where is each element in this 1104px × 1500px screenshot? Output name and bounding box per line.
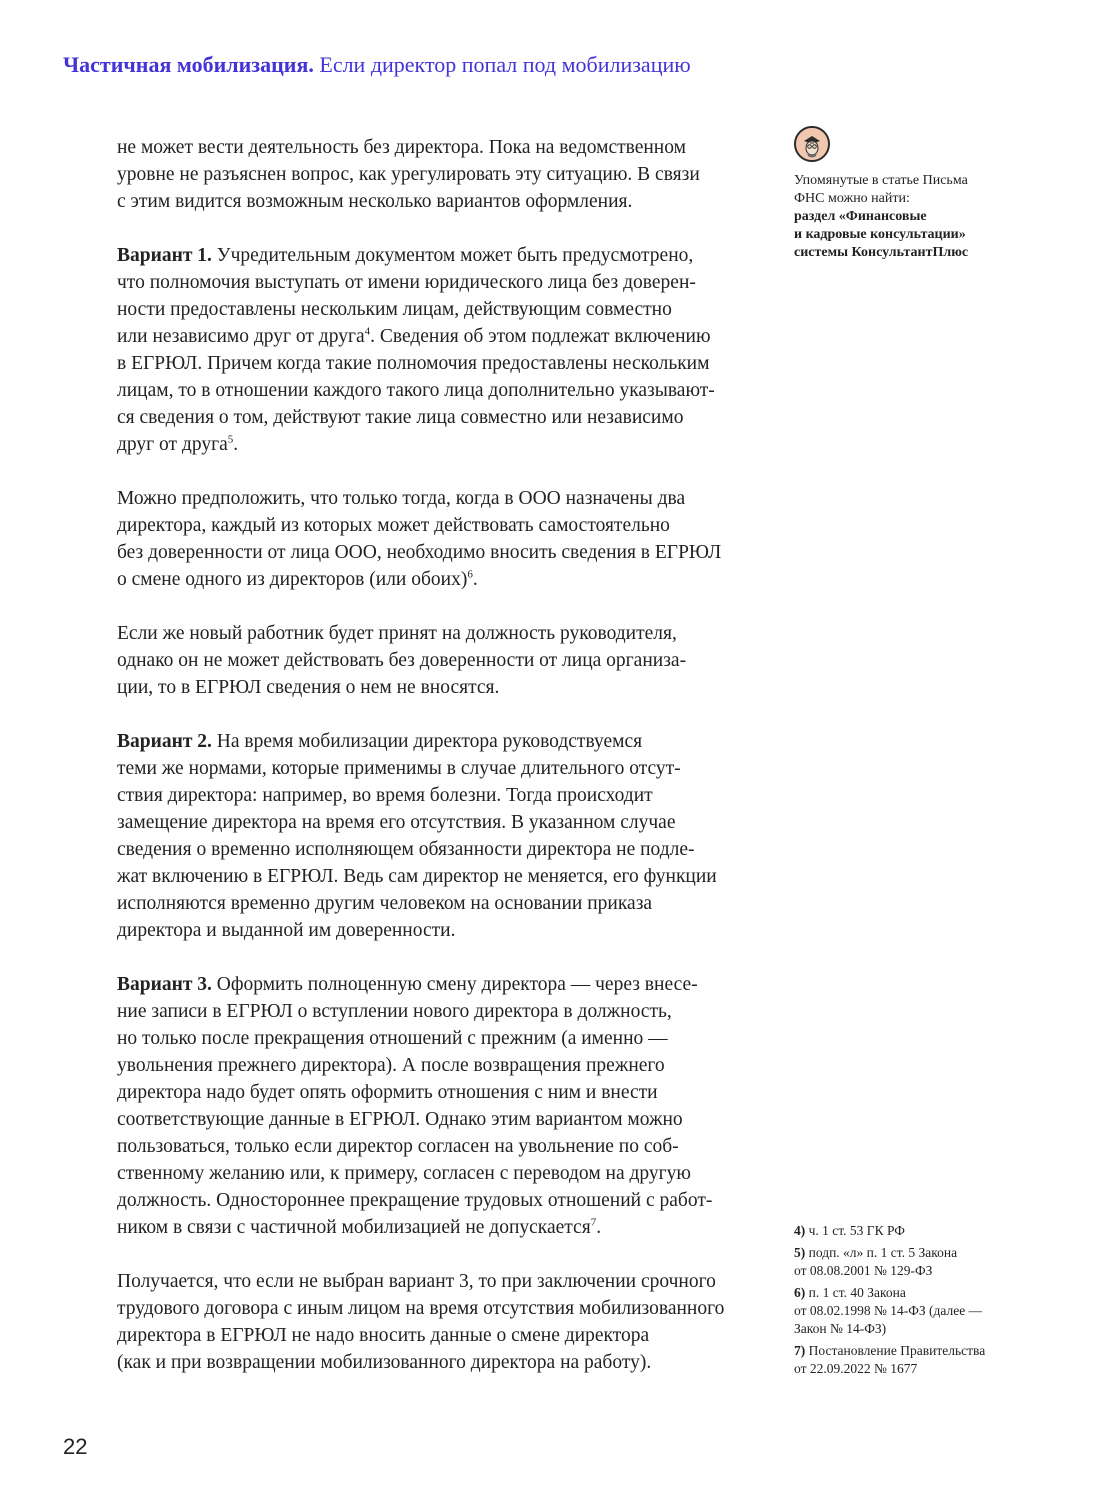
footnote-text: п. 1 ст. 40 Закона bbox=[808, 1285, 906, 1300]
footnote-number: 4) bbox=[794, 1223, 806, 1238]
footnote-text: от 08.08.2001 № 129-ФЗ bbox=[794, 1263, 933, 1278]
variant-2-label: Вариант 2. bbox=[117, 731, 212, 752]
paragraph-7 bbox=[117, 1268, 742, 1376]
footnote-text: от 22.09.2022 № 1677 bbox=[794, 1361, 918, 1376]
sidebar-reference: системы КонсультантПлюс bbox=[794, 245, 969, 260]
footnote-ref-6[interactable]: 6 bbox=[467, 568, 473, 581]
variant-1-label: Вариант 1. bbox=[117, 245, 212, 266]
text-line: жат включению в ЕГРЮЛ. Ведь сам директор не меняется, его функции bbox=[117, 866, 717, 887]
text-line: в ЕГРЮЛ. Причем когда такие полномочия предоставлены нескольким bbox=[117, 353, 710, 374]
page-header bbox=[63, 52, 691, 78]
text-line: ние записи в ЕГРЮЛ о вступлении нового директора в должность, bbox=[117, 1001, 672, 1022]
paragraph-variant-3 bbox=[117, 971, 742, 1241]
text-line: Оформить полноценную смену директора — через внесе- bbox=[216, 974, 698, 995]
text-line: лицам, то в отношении каждого такого лица дополнительно указывают- bbox=[117, 380, 715, 401]
text-line: (как и при возвращении мобилизованного директора на работу). bbox=[117, 1352, 652, 1373]
text-line: ственному желанию или, к примеру, согласен с переводом на другую bbox=[117, 1163, 691, 1184]
text-line: без доверенности от лица ООО, необходимо вносить сведения в ЕГРЮЛ bbox=[117, 542, 722, 563]
footnote-ref-7[interactable]: 7 bbox=[590, 1216, 597, 1229]
text-line: замещение директора на время его отсутствия. В указанном случае bbox=[117, 812, 676, 833]
paragraph-variant-1 bbox=[117, 242, 742, 458]
footnote-6 bbox=[794, 1284, 1034, 1338]
footnote-text: Закон № 14-ФЗ) bbox=[794, 1321, 887, 1336]
text-line: исполняются временно другим человеком на основании приказа bbox=[117, 893, 653, 914]
text-line: теми же нормами, которые применимы в случае длительного отсут- bbox=[117, 758, 681, 779]
page-number: 22 bbox=[63, 1434, 88, 1459]
footnote-number: 5) bbox=[794, 1245, 806, 1260]
text-line: трудового договора с иным лицом на время отсутствия мобилизованного bbox=[117, 1298, 725, 1319]
text-line: Учредительным документом может быть предусмотрено, bbox=[216, 245, 694, 266]
footnote-text: ч. 1 ст. 53 ГК РФ bbox=[808, 1223, 905, 1238]
sidebar-reference: и кадровые консультации» bbox=[794, 227, 966, 242]
text-line: директора в ЕГРЮЛ не надо вносить данные о смене директора bbox=[117, 1325, 650, 1346]
sidebar-note-text: Упомянутые в статье Письма bbox=[794, 173, 968, 188]
text-line: . bbox=[233, 434, 239, 455]
footnote-5 bbox=[794, 1244, 1034, 1280]
text-line: должность. Одностороннее прекращение трудовых отношений с работ- bbox=[117, 1190, 713, 1211]
text-line: увольнения прежнего директора). А после возвращения прежнего bbox=[117, 1055, 665, 1076]
text-line: сведения о временно исполняющем обязанности директора не подле- bbox=[117, 839, 695, 860]
text-line: но только после прекращения отношений с прежним (а именно — bbox=[117, 1028, 668, 1049]
text-line: директора и выданной им доверенности. bbox=[117, 920, 456, 941]
footnote-number: 7) bbox=[794, 1343, 806, 1358]
header-title: Если директор попал под мобилизацию bbox=[319, 52, 691, 77]
text-line: ся сведения о том, действуют такие лица совместно или независимо bbox=[117, 407, 684, 428]
footnote-7 bbox=[794, 1342, 1034, 1378]
text-line: или независимо друг от друга bbox=[117, 326, 365, 347]
text-line: друг от друга bbox=[117, 434, 228, 455]
sidebar-reference: раздел «Финансовые bbox=[794, 209, 927, 224]
variant-3-label: Вариант 3. bbox=[117, 974, 212, 995]
text-line: что полномочия выступать от имени юридического лица без доверен- bbox=[117, 272, 696, 293]
text-line: пользоваться, только если директор согласен на увольнение по соб- bbox=[117, 1136, 679, 1157]
text-line: директора надо будет опять оформить отношения с ним и внести bbox=[117, 1082, 658, 1103]
text-line: Можно предположить, что только тогда, когда в ООО назначены два bbox=[117, 488, 686, 509]
text-line: На время мобилизации директора руководствуемся bbox=[216, 731, 643, 752]
text-line: уровне не разъяснен вопрос, как урегулировать эту ситуацию. В связи bbox=[117, 164, 700, 185]
paragraph-4 bbox=[117, 620, 742, 701]
text-line: соответствующие данные в ЕГРЮЛ. Однако этим вариантом можно bbox=[117, 1109, 683, 1130]
footnotes bbox=[794, 1222, 1034, 1382]
footnote-text: подп. «л» п. 1 ст. 5 Закона bbox=[808, 1245, 958, 1260]
text-line: ции, то в ЕГРЮЛ сведения о нем не вносятся. bbox=[117, 677, 500, 698]
text-line: о смене одного из директоров (или обоих) bbox=[117, 569, 468, 590]
paragraph-variant-2 bbox=[117, 728, 742, 944]
footnote-ref-5[interactable]: 5 bbox=[227, 433, 234, 446]
text-line: Если же новый работник будет принят на должность руководителя, bbox=[117, 623, 677, 644]
text-line: ником в связи с частичной мобилизацией не допускается bbox=[117, 1217, 591, 1238]
text-line: однако он не может действовать без доверенности от лица организа- bbox=[117, 650, 687, 671]
footnote-text: Постановление Правительства bbox=[808, 1343, 986, 1358]
header-section: Частичная мобилизация. bbox=[63, 52, 314, 77]
article-body bbox=[117, 134, 742, 1403]
sidebar-note bbox=[794, 126, 1034, 262]
paragraph-1 bbox=[117, 134, 742, 215]
text-line: ствия директора: например, во время болезни. Тогда происходит bbox=[117, 785, 653, 806]
text-line: . bbox=[596, 1217, 602, 1238]
footnote-number: 6) bbox=[794, 1285, 806, 1300]
paragraph-3 bbox=[117, 485, 742, 593]
text-line: . Сведения об этом подлежат включению bbox=[370, 326, 711, 347]
sidebar-note-text: ФНС можно найти: bbox=[794, 191, 910, 206]
text-line: не может вести деятельность без директора. Пока на ведомственном bbox=[117, 137, 686, 158]
text-line: с этим видится возможным несколько вариантов оформления. bbox=[117, 191, 633, 212]
footnote-4 bbox=[794, 1222, 1034, 1240]
footnote-text: от 08.02.1998 № 14-ФЗ (далее — bbox=[794, 1303, 983, 1318]
expert-avatar-icon bbox=[794, 126, 830, 162]
text-line: ности предоставлены нескольким лицам, действующим совместно bbox=[117, 299, 672, 320]
text-line: директора, каждый из которых может действовать самостоятельно bbox=[117, 515, 670, 536]
text-line: . bbox=[472, 569, 478, 590]
footnote-ref-4[interactable]: 4 bbox=[364, 325, 371, 338]
text-line: Получается, что если не выбран вариант 3, то при заключении срочного bbox=[117, 1271, 716, 1292]
